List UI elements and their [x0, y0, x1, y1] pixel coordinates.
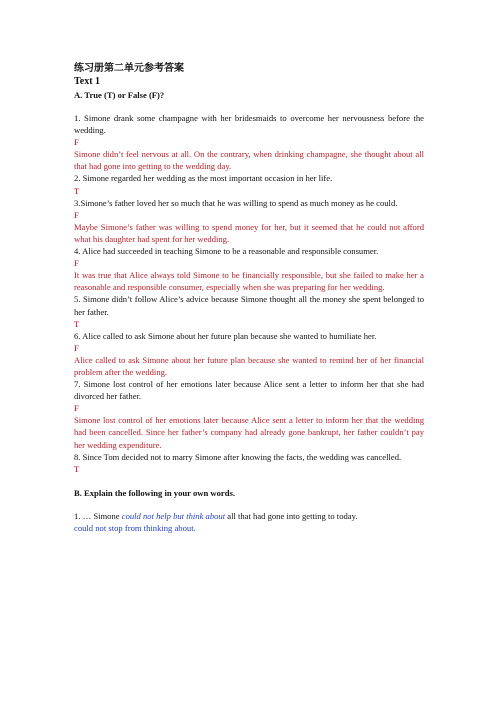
- question-1: [74, 112, 424, 172]
- document-page: [74, 62, 424, 534]
- question-4: [74, 245, 424, 293]
- explain-phrase: could not help but think about: [121, 510, 226, 521]
- question-8: [74, 451, 424, 475]
- question-2: [74, 172, 424, 196]
- question-7: [74, 378, 424, 451]
- page-title: 练习册第二单元参考答案: [74, 63, 184, 74]
- answer-mark: T: [74, 463, 80, 474]
- question-text: 3.Simone’s father loved her so much that he was willing to spend as much money as he could.: [74, 197, 398, 208]
- question-text: 1. Simone drank some champagne with her bridesmaids to overcome her nervousness before the wedding.: [74, 113, 424, 136]
- answer-mark: F: [74, 403, 79, 414]
- answer-mark: F: [74, 137, 79, 148]
- question-text: 6. Alice called to ask Simone about her future plan because she wanted to humiliate her.: [74, 330, 377, 341]
- question-text: 5. Simone didn’t follow Alice’s advice because Simone thought all the money she spent belonged to her father.: [74, 294, 424, 317]
- question-text: 7. Simone lost control of her emotions later because Alice sent a letter to inform her that she had divorced her father.: [74, 379, 424, 402]
- question-text: 8. Since Tom decided not to marry Simone after knowing the facts, the wedding was cancelled.: [74, 451, 402, 462]
- section-a-heading: A. True (T) or False (F)?: [74, 90, 165, 100]
- answer-explanation: Simone didn’t feel nervous at all. On the contrary, when drinking champagne, she thought about all that had gone into getting to the wedding day.: [74, 149, 424, 172]
- explain-prefix: 1. … Simone: [74, 510, 122, 521]
- section-b-heading: B. Explain the following in your own words.: [74, 487, 236, 498]
- explain-suffix: all that had gone into getting to today.: [225, 510, 358, 521]
- explain-answer-1: could not stop from thinking about.: [74, 522, 196, 533]
- answer-explanation: Alice called to ask Simone about her future plan because she wanted to remind her of her financial problem after the wedding.: [74, 354, 424, 377]
- question-3: [74, 197, 424, 245]
- question-text: 2. Simone regarded her wedding as the most important occasion in her life.: [74, 173, 333, 184]
- question-text: 4. Alice had succeeded in teaching Simone to be a reasonable and responsible consumer.: [74, 246, 379, 257]
- answer-explanation: Maybe Simone’s father was willing to spend money for her, but it seemed that he could not afford what his daughter had spent for her wedding.: [74, 221, 424, 244]
- question-5: [74, 293, 424, 329]
- answer-mark: F: [74, 209, 79, 220]
- text-label: Text 1: [74, 76, 101, 87]
- answer-mark: F: [74, 258, 79, 269]
- answer-mark: T: [74, 318, 80, 329]
- answer-mark: T: [74, 185, 80, 196]
- answer-explanation: Simone lost control of her emotions later because Alice sent a letter to inform her that the wedding had been cancelled. Since her father’s company had already gone bankrupt, her father couldn’t pay her wedding expenditure.: [74, 415, 424, 450]
- answer-explanation: It was true that Alice always told Simone to be financially responsible, but she failed to make her a reasonable and responsible consumer, especially when she was preparing for her wedding.: [74, 270, 424, 293]
- explain-item-1: [74, 510, 424, 522]
- answer-mark: F: [74, 342, 79, 353]
- question-6: [74, 330, 424, 378]
